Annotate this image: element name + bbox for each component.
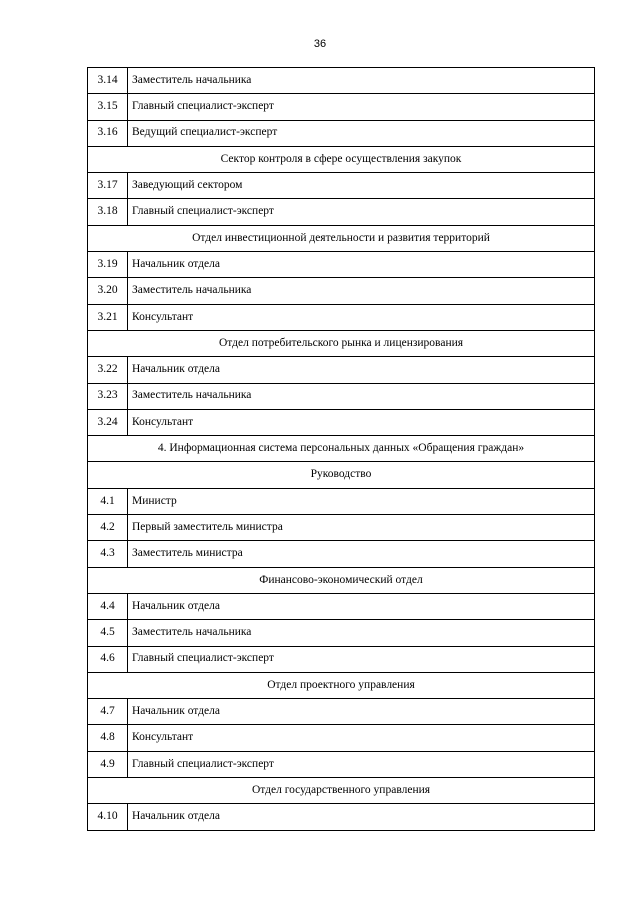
position-title: Ведущий специалист-эксперт: [128, 120, 595, 146]
table-row: [88, 751, 595, 777]
position-title: Заместитель начальника: [128, 68, 595, 94]
row-number: 4.9: [88, 751, 128, 777]
row-number: 4.2: [88, 515, 128, 541]
table-row: [88, 541, 595, 567]
table-row: [88, 94, 595, 120]
position-title: Начальник отдела: [128, 357, 595, 383]
position-title: Консультант: [128, 304, 595, 330]
position-title: Министр: [128, 488, 595, 514]
row-number: 4.10: [88, 804, 128, 830]
row-number: 4.1: [88, 488, 128, 514]
position-title: Главный специалист-эксперт: [128, 199, 595, 225]
row-number: 4.7: [88, 699, 128, 725]
row-number: 3.20: [88, 278, 128, 304]
position-title: Главный специалист-эксперт: [128, 646, 595, 672]
table-row: [88, 593, 595, 619]
table-row: [88, 357, 595, 383]
section-header-row: [88, 778, 595, 804]
section-header-row: [88, 462, 595, 488]
position-title: Начальник отдела: [128, 593, 595, 619]
row-number: 4.5: [88, 620, 128, 646]
position-title: Первый заместитель министра: [128, 515, 595, 541]
section-title: Отдел государственного управления: [88, 778, 595, 804]
table-row: [88, 120, 595, 146]
row-number: 3.18: [88, 199, 128, 225]
position-title: Начальник отдела: [128, 252, 595, 278]
position-title: Заместитель начальника: [128, 278, 595, 304]
section-header-row: [88, 225, 595, 251]
position-title: Заместитель министра: [128, 541, 595, 567]
position-title: Начальник отдела: [128, 699, 595, 725]
row-number: 4.6: [88, 646, 128, 672]
section-title: 4. Информационная система персональных данных «Обращения граждан»: [88, 436, 595, 462]
table-row: [88, 515, 595, 541]
table-row: [88, 646, 595, 672]
section-header-row: [88, 330, 595, 356]
position-title: Заместитель начальника: [128, 620, 595, 646]
section-title: Финансово-экономический отдел: [88, 567, 595, 593]
row-number: 4.4: [88, 593, 128, 619]
row-number: 3.21: [88, 304, 128, 330]
table-row: [88, 383, 595, 409]
section-header-row: [88, 436, 595, 462]
row-number: 3.19: [88, 252, 128, 278]
table-row: [88, 488, 595, 514]
position-title: Главный специалист-эксперт: [128, 94, 595, 120]
position-title: Заведующий сектором: [128, 173, 595, 199]
row-number: 3.23: [88, 383, 128, 409]
row-number: 4.8: [88, 725, 128, 751]
table-row: [88, 620, 595, 646]
table-row: [88, 199, 595, 225]
position-title: Главный специалист-эксперт: [128, 751, 595, 777]
row-number: 3.22: [88, 357, 128, 383]
section-title: Отдел проектного управления: [88, 672, 595, 698]
section-header-row: [88, 567, 595, 593]
table-row: [88, 304, 595, 330]
row-number: 3.17: [88, 173, 128, 199]
position-title: Заместитель начальника: [128, 383, 595, 409]
section-title: Отдел потребительского рынка и лицензирования: [88, 330, 595, 356]
section-title: Руководство: [88, 462, 595, 488]
positions-table: [87, 67, 595, 831]
position-title: Консультант: [128, 725, 595, 751]
table-row: [88, 68, 595, 94]
table-row: [88, 252, 595, 278]
section-header-row: [88, 672, 595, 698]
section-title: Сектор контроля в сфере осуществления закупок: [88, 146, 595, 172]
section-title: Отдел инвестиционной деятельности и развития территорий: [88, 225, 595, 251]
table-row: [88, 699, 595, 725]
table-row: [88, 804, 595, 830]
position-title: Консультант: [128, 409, 595, 435]
table-row: [88, 278, 595, 304]
page-number: 36: [313, 38, 327, 50]
table-row: [88, 725, 595, 751]
row-number: 3.15: [88, 94, 128, 120]
section-header-row: [88, 146, 595, 172]
position-title: Начальник отдела: [128, 804, 595, 830]
positions-table-body: [88, 68, 595, 831]
table-row: [88, 409, 595, 435]
row-number: 3.14: [88, 68, 128, 94]
row-number: 3.16: [88, 120, 128, 146]
row-number: 3.24: [88, 409, 128, 435]
table-row: [88, 173, 595, 199]
row-number: 4.3: [88, 541, 128, 567]
